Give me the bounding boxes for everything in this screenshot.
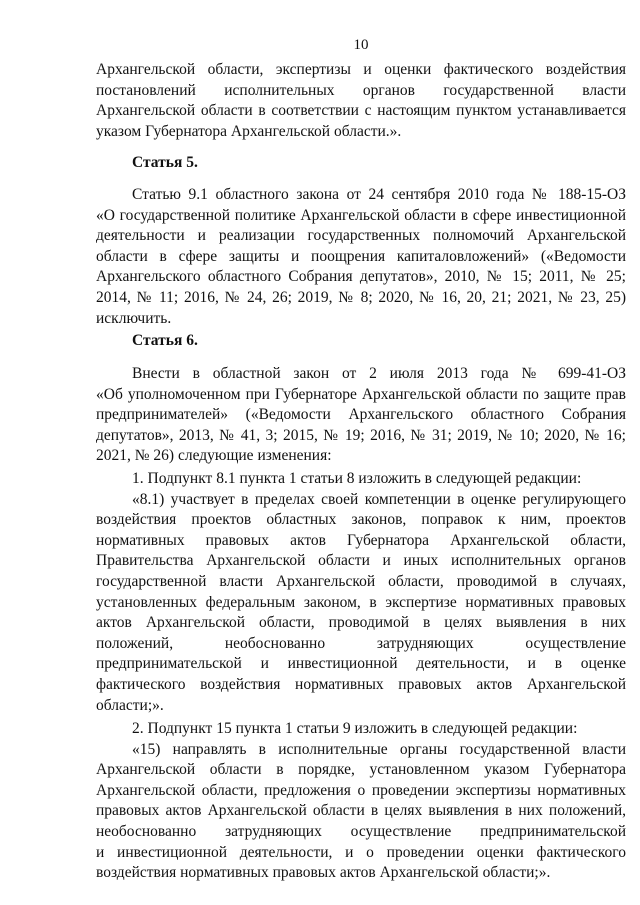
paragraph-item-2 [96, 719, 626, 884]
text-line: 1. Подпункт 8.1 пункта 1 статьи 8 изложить в следующей редакции: [132, 470, 582, 487]
text-line: Архангельского областного Собрания депутатов», 2010, № 15; 2011, № 25; [96, 268, 626, 286]
text-line: фактического воздействия нормативных правовых актов Архангельской [96, 675, 626, 693]
paragraph-article-6-intro [96, 364, 626, 467]
text-line: положений, необоснованно затрудняющих осуществление [96, 634, 626, 652]
text-line: Архангельской области в соответствии с настоящим пунктом устанавливается [96, 102, 626, 120]
text-line: депутатов», 2013, № 41, 3; 2015, № 19; 2016, № 31; 2019, № 10; 2020, № 16; [96, 426, 626, 444]
text-line: «О государственной политике Архангельской области в сфере инвестиционной [96, 206, 626, 224]
text-line: 2. Подпункт 15 пункта 1 статьи 9 изложить в следующей редакции: [132, 720, 578, 737]
text-line: государственной власти Архангельской области, проводимой в случаях, [96, 572, 626, 590]
text-line: воздействия проектов областных законов, поправок к ним, проектов [96, 511, 626, 529]
text-line: области;». [96, 696, 164, 714]
text-line: нормативных правовых актов Губернатора Архангельской области, [96, 531, 626, 549]
text-line: Архангельской области, экспертизы и оценки фактического воздействия [96, 61, 626, 78]
text-line: Внести в областной закон от 2 июля 2013 года № 699-41-ОЗ [132, 365, 626, 382]
text-line: Архангельской области в порядке, установленном указом Губернатора [96, 761, 626, 779]
text-line: деятельности и реализации государственных полномочий Архангельской [96, 227, 626, 245]
text-line: установленных федеральным законом, в экспертизе нормативных правовых [96, 593, 626, 611]
text-line: постановлений исполнительных органов государственной власти [96, 81, 626, 99]
article-heading-6: Статья 6. [132, 332, 198, 349]
text-line: «8.1) участвует в пределах своей компетенции в оценке регулирующего [132, 490, 626, 508]
text-line: правовых актов Архангельской области в целях выявления в них положений, [96, 802, 626, 820]
text-line: указом Губернатора Архангельской области.». [96, 122, 402, 140]
text-line: 2021, № 26) следующие изменения: [96, 447, 332, 465]
text-line: необоснованно затрудняющих осуществление предпринимательской [96, 822, 626, 840]
text-line: предпринимательской и инвестиционной деятельности, и в оценке [96, 655, 626, 673]
text-line: воздействия нормативных правовых актов Архангельской области;». [96, 864, 551, 882]
text-line: 2014, № 11; 2016, № 24, 26; 2019, № 8; 2020, № 16, 20, 21; 2021, № 23, 25) [96, 288, 626, 306]
text-line: предпринимателей» («Ведомости Архангельского областного Собрания [96, 406, 626, 424]
text-line: Правительства Архангельской области и иных исполнительных органов [96, 552, 626, 570]
text-line: и инвестиционной деятельности, и о проведении оценки фактического [96, 843, 626, 861]
page-number: 10 [353, 37, 369, 53]
text-line: актов Архангельской области, проводимой в целях выявления в них [96, 614, 626, 632]
paragraph-continuation [96, 60, 626, 142]
text-line: Статью 9.1 областного закона от 24 сентября 2010 года № 188-15-ОЗ [132, 186, 626, 203]
text-line: «Об уполномоченном при Губернаторе Архангельской области по защите прав [96, 385, 626, 403]
text-line: исключить. [96, 309, 172, 327]
article-heading-5: Статья 5. [132, 154, 198, 171]
paragraph-article-5 [96, 185, 626, 329]
paragraph-item-1 [96, 469, 626, 716]
text-line: «15) направлять в исполнительные органы государственной власти [132, 740, 626, 758]
text-line: области в сфере защиты и поощрения капиталовложений» («Ведомости [96, 247, 626, 265]
text-line: Архангельской области, предложения о проведении экспертизы нормативных [96, 781, 626, 799]
